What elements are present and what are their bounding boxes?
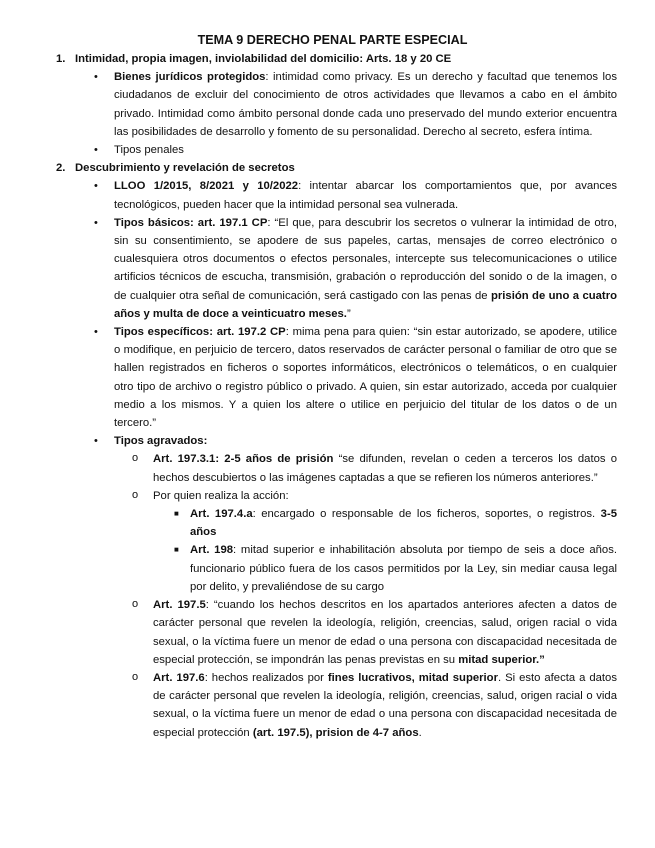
item-bold: prisión de uno a cuatro años y multa de doce a veinticuatro meses. xyxy=(114,289,617,320)
item-text: “se difunden, revelan o ceden a terceros los datos o hechos descubiertos o las imágenes captadas a que se refieren los números anteriores.” xyxy=(153,453,617,484)
item-list xyxy=(36,177,619,450)
bullet-icon: o xyxy=(132,670,139,683)
item-text: ” xyxy=(346,307,351,320)
bullet-icon: • xyxy=(94,71,98,84)
list-item xyxy=(36,432,619,450)
item-bold: Art. 197.3.1: 2-5 años de prisión xyxy=(153,453,334,466)
item-bold: Tipos básicos: art. 197.1 CP xyxy=(114,216,268,229)
section-list xyxy=(36,50,619,742)
item-text: : intimidad como privacy. Es un derecho y facultad que tenemos los ciudadanos de excluir del conocimiento de otros actividades que llevamos a cabo en el ámbito privado. Intimidad como ámbito personal donde cada uno preservado del mundo exterior encuentra las posibilidades de desarrollo y fomento de su personalidad. Derecho al secreto, esfera íntima. xyxy=(114,71,617,138)
item-bold: LLOO 1/2015, 8/2021 y 10/2022 xyxy=(114,180,299,193)
item-text: : encargado o responsable de los ficheros, soportes, o registros. xyxy=(252,508,601,521)
sub-list-item xyxy=(36,487,619,505)
bullet-icon: • xyxy=(94,180,98,193)
section xyxy=(36,159,619,742)
sub-list-item xyxy=(36,669,619,742)
item-bold: Bienes jurídicos protegidos xyxy=(114,71,266,84)
item-bold: Art. 198 xyxy=(190,544,234,557)
item-text: : mitad superior e inhabilitación absoluta por tiempo de seis a doce años. funcionario público fuera de los casos permitidos por la Ley, sin mediar causa legal por delito, y prevaliéndose de su cargo xyxy=(190,544,617,593)
square-bullet-icon: ■ xyxy=(174,509,179,519)
item-text: : mima pena para quien: “sin estar autorizado, se apodere, utilice o modifique, en perjuicio de tercero, datos reservados de carácter personal o familiar de otro que se hallen registrados en ficheros o soportes informáticos, electrónicos o telemáticos, o en cualquier otro tipo de archivo o registro público o privado. A quien, sin estar autorizado, acceda por cualquier medio a los mismos. Y a quien los altere o utilice en perjuicio del titular de los datos o de un tercero.” xyxy=(114,326,617,430)
section-number: 2. xyxy=(56,162,66,175)
item-text: : “El que, para descubrir los secretos o vulnerar la intimidad de otro, sin su consentimiento, se apodere de sus papeles, cartas, mensajes de correo electrónico o cualesquiera otros documentos o efectos personales, intercepte sus telecomunicaciones o utilice artificios técnicos de escucha, transmisión, grabación o reproducción del sonido o de la imagen, o de cualquier otra señal de comunicación, será castigado con las penas de xyxy=(114,216,617,302)
item-bold: (art. 197.5), prision de 4-7 años xyxy=(252,726,419,739)
document-title: TEMA 9 DERECHO PENAL PARTE ESPECIAL xyxy=(197,33,468,47)
item-text: Tipos penales xyxy=(114,144,184,157)
bullet-icon: o xyxy=(132,452,139,465)
item-bold: Tipos agravados: xyxy=(114,435,208,448)
square-bullet-icon: ■ xyxy=(174,545,179,555)
sub-list-item xyxy=(36,450,619,486)
item-bold: Art. 197.6 xyxy=(153,671,205,684)
subitem-list xyxy=(36,596,619,742)
sub-sub-list-item xyxy=(36,541,619,596)
item-text: . xyxy=(418,726,422,739)
list-item xyxy=(36,141,619,159)
item-text: : hechos realizados por xyxy=(204,671,328,684)
item-bold: 3-5 años xyxy=(190,508,617,539)
item-text: : intentar abarcar los comportamientos que, por avances tecnológicos, pueden hacer que la intimidad personal sea vulnerada. xyxy=(114,180,618,211)
section xyxy=(36,50,619,159)
item-bold: Art. 197.4.a xyxy=(190,508,253,521)
section-heading-text: Descubrimiento y revelación de secretos xyxy=(75,162,295,175)
sub-list-item xyxy=(36,596,619,669)
list-item xyxy=(36,323,619,432)
bullet-icon: • xyxy=(94,144,98,157)
bullet-icon: o xyxy=(132,488,139,501)
item-text: : “cuando los hechos descritos en los apartados anteriores afecten a datos de carácter personal que revelen la ideología, religión, creencias, salud, origen racial o vida sexual, o la víctima fuere un menor de edad o una persona con discapacidad necesitada de especial protección, se impondrán las penas previstas en su xyxy=(153,599,617,666)
list-item xyxy=(36,214,619,323)
item-text: . Si esto afecta a datos de carácter personal que revelen la ideología, religión, creencias, salud, origen racial o vida sexual, o la víctima fuere un menor de edad o una persona con discapacidad necesitada de especial protección xyxy=(153,671,617,739)
section-heading xyxy=(36,50,619,68)
item-bold: Tipos específicos: art. 197.2 CP xyxy=(114,326,286,339)
section-number: 1. xyxy=(56,53,66,65)
section-heading-text: Intimidad, propia imagen, inviolabilidad del domicilio: Arts. 18 y 20 CE xyxy=(75,53,452,65)
bullet-icon: o xyxy=(132,598,139,611)
item-bold: mitad superior.” xyxy=(458,653,545,666)
subsubitem-list xyxy=(36,505,619,596)
list-item xyxy=(36,68,619,141)
item-text: Por quien realiza la acción: xyxy=(153,489,289,502)
section-heading xyxy=(36,159,619,177)
list-item xyxy=(36,177,619,213)
item-list xyxy=(36,68,619,159)
bullet-icon: • xyxy=(94,326,98,339)
item-bold: fines lucrativos, mitad superior xyxy=(327,671,498,684)
sub-sub-list-item xyxy=(36,505,619,541)
item-bold: Art. 197.5 xyxy=(153,599,206,612)
subitem-list xyxy=(36,450,619,505)
bullet-icon: • xyxy=(94,216,98,229)
bullet-icon: • xyxy=(94,435,98,448)
